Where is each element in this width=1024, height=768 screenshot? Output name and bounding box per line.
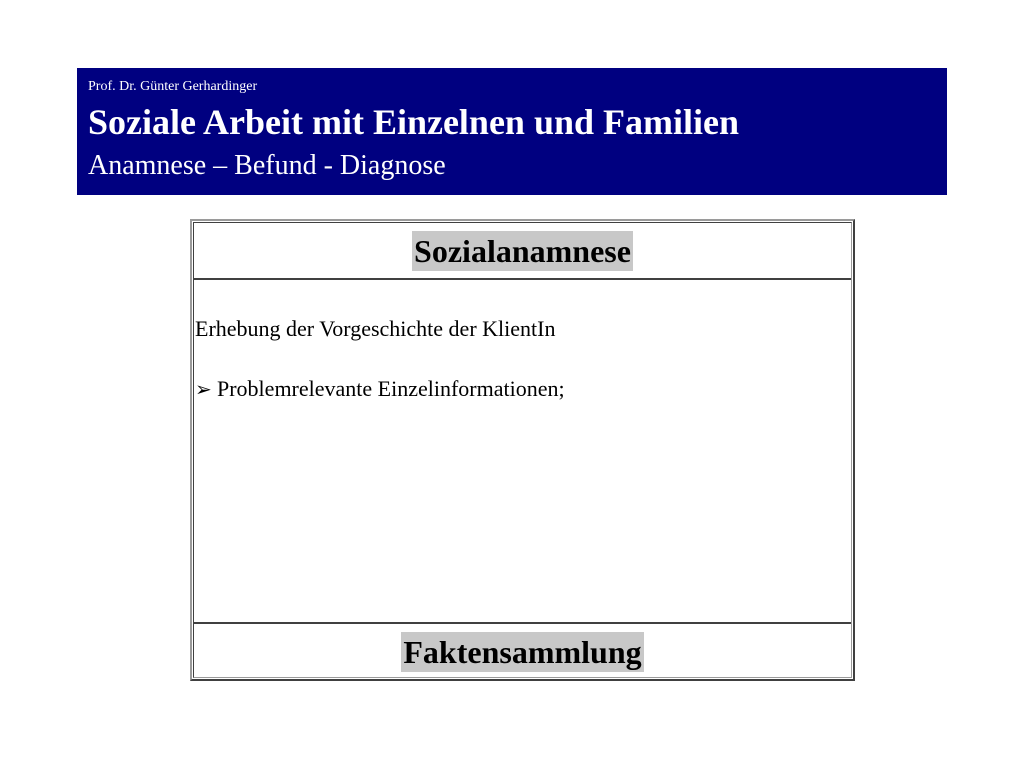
table-heading: Sozialanamnese [414,233,631,269]
content-table [190,219,855,681]
intro-text: Erhebung der Vorgeschichte der KlientIn [195,316,556,341]
table-header-row [194,223,851,280]
slide-title: Soziale Arbeit mit Einzelnen und Familien [88,102,740,142]
slide-subtitle: Anamnese – Befund - Diagnose [88,150,446,181]
arrow-bullet-icon: ➢ [195,379,212,401]
bullet-text: Problemrelevante Einzelinformationen; [217,376,565,401]
table-body-row [194,280,851,624]
author-line: Prof. Dr. Günter Gerhardinger [88,79,258,94]
table-footer: Faktensammlung [403,634,642,670]
bullet-item [195,376,565,403]
header-banner [77,68,947,195]
content-table-inner [193,222,852,678]
table-footer-row [194,624,851,677]
